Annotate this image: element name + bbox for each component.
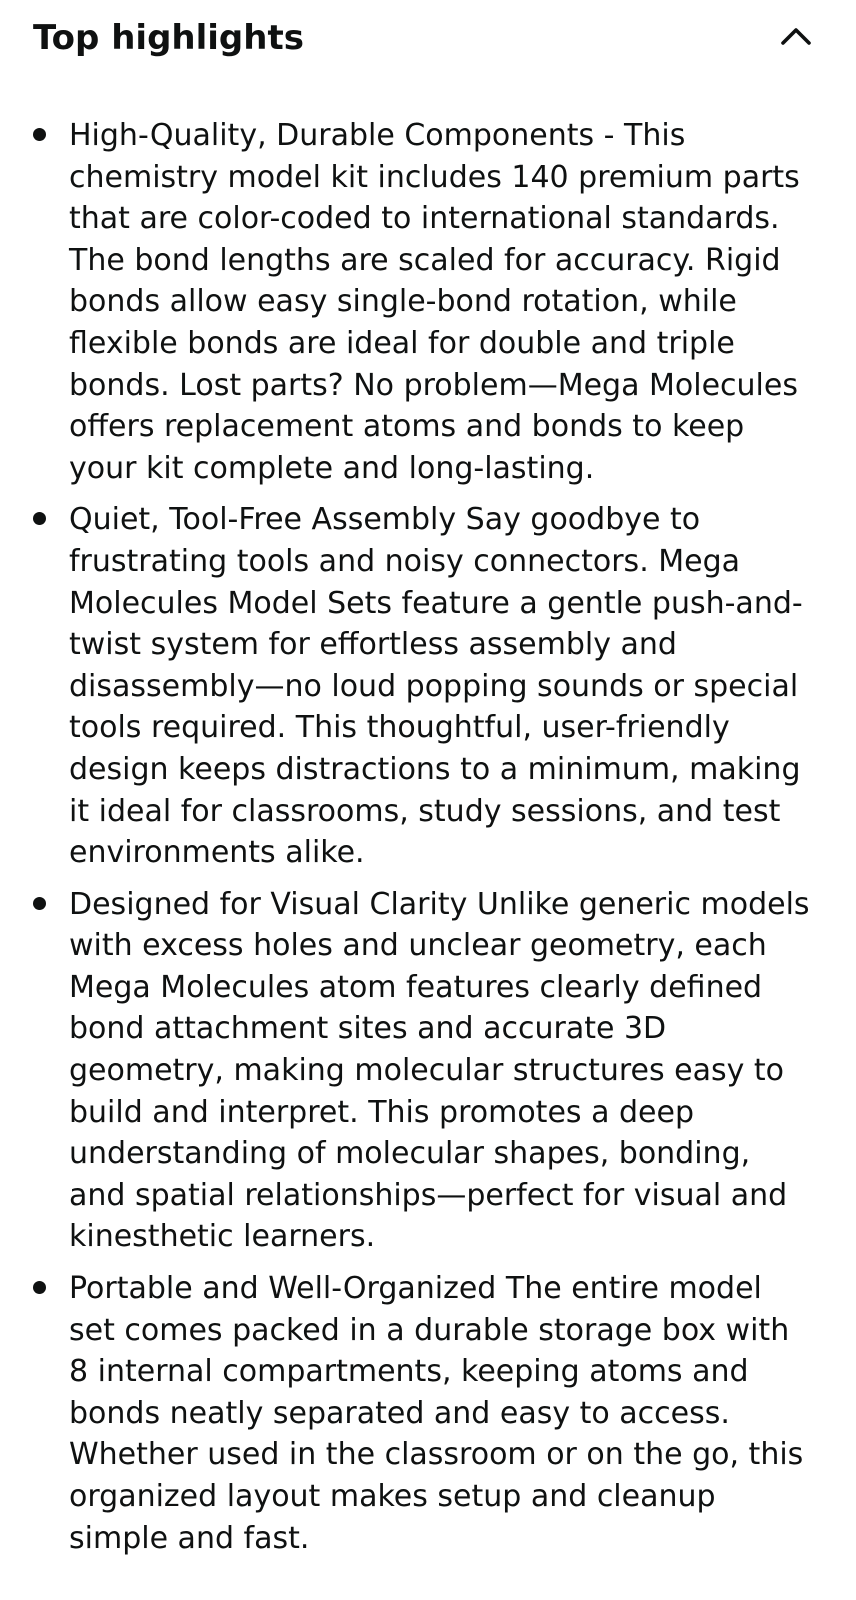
highlights-list <box>0 115 856 1569</box>
list-item <box>0 884 856 1258</box>
highlight-text: Portable and Well-Organized The entire model set comes packed in a durable storage box with 8 internal compartments, keeping atoms and bonds neatly separated and easy to access. Whether used in the classroom or on the go, this organized layout makes setup and cleanup simple and fast. <box>69 1271 804 1556</box>
highlight-text: High-Quality, Durable Components - This chemistry model kit includes 140 premium parts that are color-coded to international standards. The bond lengths are scaled for accuracy. Rigid bonds allow easy single-bond rotation, while flexible bonds are ideal for double and triple bonds. Lost parts? No problem—Mega Molecules offers replacement atoms and bonds to keep your kit complete and long-lasting. <box>69 118 800 486</box>
bullet-icon <box>33 128 46 141</box>
collapse-button[interactable] <box>778 18 814 54</box>
highlight-text: Quiet, Tool-Free Assembly Say goodbye to frustrating tools and noisy connectors. Mega Molecules Model Sets feature a gentle push-and-twist system for effortless assembly and disassembly—no loud popping sounds or special tools required. This thoughtful, user-friendly design keeps distractions to a minimum, making it ideal for classrooms, study sessions, and test environments alike. <box>69 502 803 871</box>
highlight-text: Designed for Visual Clarity Unlike generic models with excess holes and unclear geometry, each Mega Molecules atom features clearly defined bond attachment sites and accurate 3D geometry, making molecular structures easy to build and interpret. This promotes a deep understanding of molecular shapes, bonding, and spatial relationships—perfect for visual and kinesthetic learners. <box>69 886 810 1255</box>
bullet-icon <box>33 897 46 910</box>
list-item <box>0 115 856 489</box>
bullet-icon <box>33 1281 46 1294</box>
top-highlights-header[interactable] <box>0 0 856 80</box>
chevron-up-icon <box>778 18 814 54</box>
list-item <box>0 1268 856 1559</box>
section-title: Top highlights <box>33 18 304 58</box>
list-item <box>0 499 856 873</box>
bullet-icon <box>33 512 46 525</box>
